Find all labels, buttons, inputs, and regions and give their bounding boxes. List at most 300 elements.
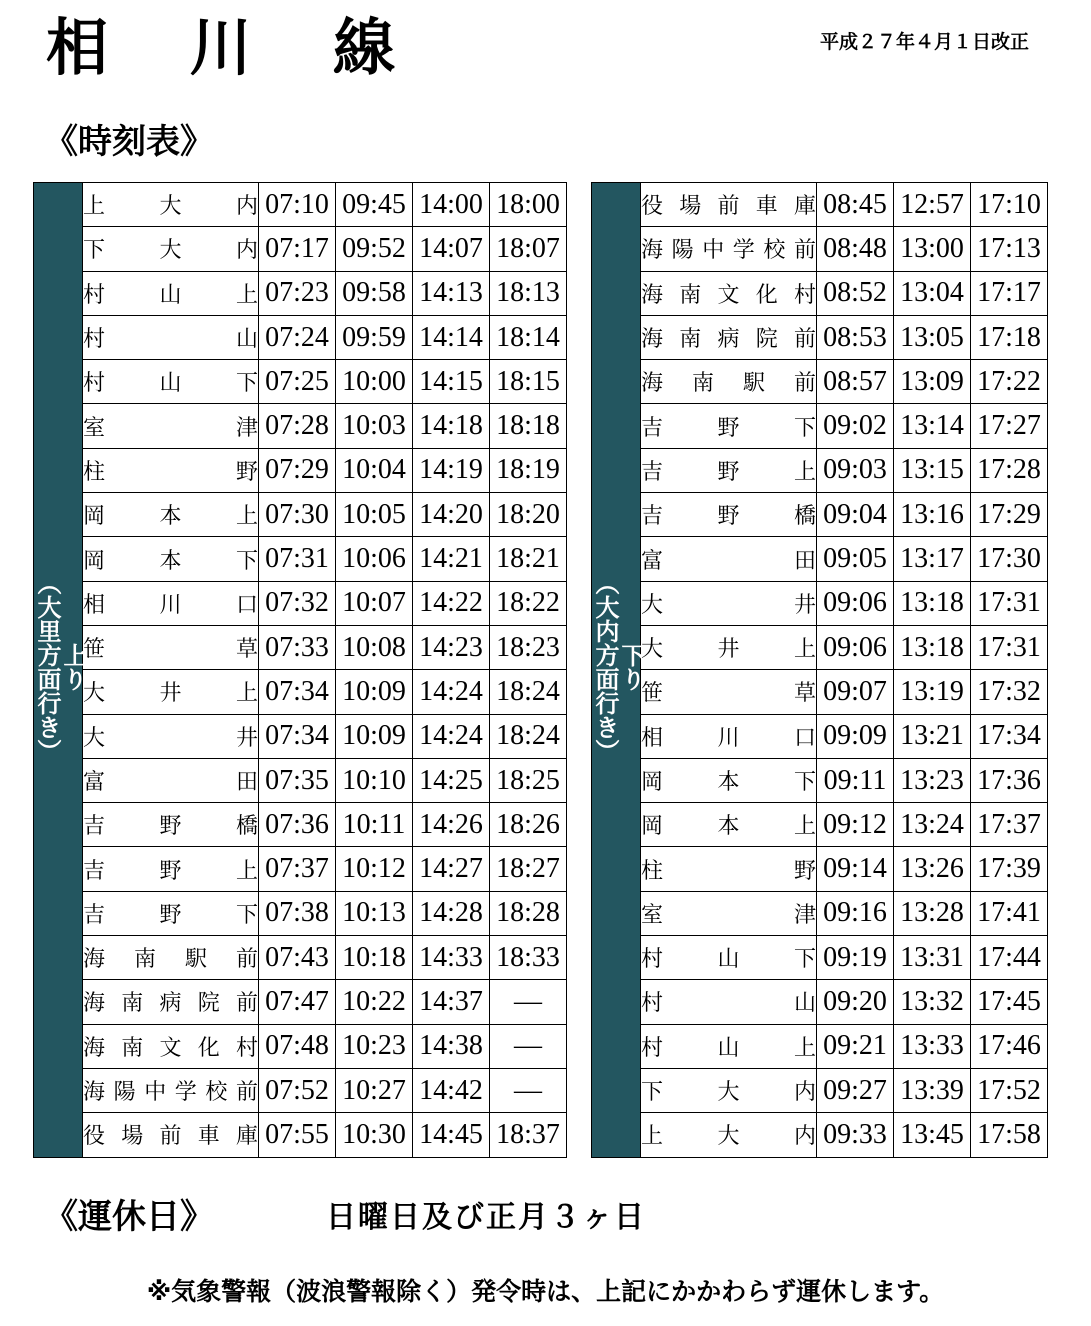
departure-time: 14:42 bbox=[413, 1068, 490, 1112]
station-cell bbox=[641, 581, 817, 625]
departure-time: 14:45 bbox=[413, 1113, 490, 1157]
departure-time: 13:18 bbox=[894, 581, 971, 625]
station-cell bbox=[83, 1113, 259, 1157]
departure-time: 09:05 bbox=[817, 537, 894, 581]
departure-time: 14:25 bbox=[413, 758, 490, 802]
station-name: 吉 野 上 bbox=[83, 858, 258, 884]
departure-time: 13:24 bbox=[894, 803, 971, 847]
departure-time: 13:39 bbox=[894, 1068, 971, 1112]
direction-destination: （大内方面行き） bbox=[591, 570, 619, 763]
departure-time: 07:33 bbox=[259, 625, 336, 669]
station-cell bbox=[641, 714, 817, 758]
departure-time: 09:06 bbox=[817, 581, 894, 625]
departure-time: 13:05 bbox=[894, 315, 971, 359]
departure-time: 18:33 bbox=[490, 936, 567, 980]
departure-time: 14:24 bbox=[413, 714, 490, 758]
station-cell bbox=[641, 404, 817, 448]
departure-time: 12:57 bbox=[894, 183, 971, 227]
departure-time: 18:37 bbox=[490, 1113, 567, 1157]
departure-time: 14:00 bbox=[413, 183, 490, 227]
direction-label bbox=[33, 183, 87, 1158]
departure-time: 18:24 bbox=[490, 714, 567, 758]
departure-time: 08:45 bbox=[817, 183, 894, 227]
station-name: 富 田 bbox=[641, 548, 816, 574]
station-name: 柱 野 bbox=[83, 459, 258, 485]
departure-time: 09:59 bbox=[336, 315, 413, 359]
departure-time: 17:27 bbox=[971, 404, 1048, 448]
departure-time: 14:21 bbox=[413, 537, 490, 581]
station-cell bbox=[641, 1024, 817, 1068]
station-cell bbox=[83, 404, 259, 448]
departure-time: 10:10 bbox=[336, 758, 413, 802]
departure-time: 07:43 bbox=[259, 936, 336, 980]
station-name: 岡 本 下 bbox=[641, 770, 816, 795]
departure-time: 18:26 bbox=[490, 803, 567, 847]
departure-time: 09:45 bbox=[336, 183, 413, 227]
departure-time: 10:09 bbox=[336, 714, 413, 758]
departure-time: 14:33 bbox=[413, 936, 490, 980]
departure-time: 10:22 bbox=[336, 980, 413, 1024]
station-name: 村 山 上 bbox=[641, 1035, 816, 1061]
departure-time: 09:58 bbox=[336, 271, 413, 315]
station-cell bbox=[83, 714, 259, 758]
departure-time: 10:12 bbox=[336, 847, 413, 891]
table-row bbox=[592, 404, 1048, 448]
departure-time: 10:04 bbox=[336, 448, 413, 492]
timetable-down bbox=[591, 182, 1048, 1158]
station-cell bbox=[641, 847, 817, 891]
departure-time: 17:52 bbox=[971, 1068, 1048, 1112]
direction-label bbox=[591, 183, 645, 1158]
departure-time: 09:04 bbox=[817, 493, 894, 537]
departure-time: 09:16 bbox=[817, 891, 894, 935]
station-name: 上 大 内 bbox=[641, 1124, 816, 1150]
table-row bbox=[34, 360, 567, 404]
table-row bbox=[592, 625, 1048, 669]
table-row bbox=[34, 714, 567, 758]
departure-time: 08:57 bbox=[817, 360, 894, 404]
timetable-heading: 《時刻表》 bbox=[44, 122, 214, 162]
departure-time: 07:52 bbox=[259, 1068, 336, 1112]
departure-time: 13:14 bbox=[894, 404, 971, 448]
departure-time: 14:37 bbox=[413, 980, 490, 1024]
table-row bbox=[34, 625, 567, 669]
departure-time: 17:39 bbox=[971, 847, 1048, 891]
departure-time: 14:19 bbox=[413, 448, 490, 492]
station-cell bbox=[641, 315, 817, 359]
station-cell bbox=[83, 493, 259, 537]
departure-time: 18:00 bbox=[490, 183, 567, 227]
departure-time: 18:22 bbox=[490, 581, 567, 625]
table-row bbox=[34, 936, 567, 980]
departure-time: 09:07 bbox=[817, 670, 894, 714]
departure-time: 17:44 bbox=[971, 936, 1048, 980]
departure-time: 13:28 bbox=[894, 891, 971, 935]
departure-time: 09:27 bbox=[817, 1068, 894, 1112]
departure-time: 07:55 bbox=[259, 1113, 336, 1157]
departure-time: 17:37 bbox=[971, 803, 1048, 847]
station-cell bbox=[641, 891, 817, 935]
table-row bbox=[592, 271, 1048, 315]
station-cell bbox=[641, 980, 817, 1024]
departure-time: 18:15 bbox=[490, 360, 567, 404]
departure-time: 18:25 bbox=[490, 758, 567, 802]
departure-time: 10:11 bbox=[336, 803, 413, 847]
table-row bbox=[592, 315, 1048, 359]
departure-time: 10:13 bbox=[336, 891, 413, 935]
station-cell bbox=[641, 448, 817, 492]
departure-time: 14:27 bbox=[413, 847, 490, 891]
departure-time: 17:31 bbox=[971, 581, 1048, 625]
station-name: 海 南 駅 前 bbox=[641, 371, 816, 397]
table-row bbox=[34, 891, 567, 935]
station-cell bbox=[641, 758, 817, 802]
departure-time: 07:29 bbox=[259, 448, 336, 492]
departure-time: 09:03 bbox=[817, 448, 894, 492]
departure-time: 10:27 bbox=[336, 1068, 413, 1112]
departure-time: 09:06 bbox=[817, 625, 894, 669]
departure-time: 14:15 bbox=[413, 360, 490, 404]
station-cell bbox=[83, 315, 259, 359]
departure-time: 18:18 bbox=[490, 404, 567, 448]
station-name: 笹 草 bbox=[641, 681, 816, 707]
station-cell bbox=[641, 936, 817, 980]
station-cell bbox=[641, 183, 817, 227]
station-cell bbox=[83, 448, 259, 492]
departure-time: — bbox=[490, 980, 567, 1024]
table-row bbox=[592, 581, 1048, 625]
holiday-heading: 《運休日》 bbox=[44, 1197, 214, 1237]
station-name: 岡 本 上 bbox=[641, 814, 816, 840]
departure-time: 13:45 bbox=[894, 1113, 971, 1157]
station-name: 海 南 病 院 前 bbox=[83, 991, 258, 1017]
departure-time: 10:03 bbox=[336, 404, 413, 448]
departure-time: 10:05 bbox=[336, 493, 413, 537]
station-name: 海 陽 中 学 校 前 bbox=[641, 238, 816, 264]
station-cell bbox=[641, 1113, 817, 1157]
departure-time: 13:31 bbox=[894, 936, 971, 980]
station-cell bbox=[83, 360, 259, 404]
table-row bbox=[592, 803, 1048, 847]
departure-time: 10:08 bbox=[336, 625, 413, 669]
station-name: 岡 本 上 bbox=[83, 504, 258, 530]
table-row bbox=[592, 1113, 1048, 1157]
station-name: 村 山 bbox=[83, 327, 258, 353]
table-row bbox=[592, 448, 1048, 492]
departure-time: 13:18 bbox=[894, 625, 971, 669]
table-row bbox=[34, 537, 567, 581]
departure-time: 09:02 bbox=[817, 404, 894, 448]
direction-name: 下り bbox=[617, 642, 645, 691]
station-cell bbox=[83, 271, 259, 315]
departure-time: 18:23 bbox=[490, 625, 567, 669]
station-name: 吉 野 橋 bbox=[641, 504, 816, 530]
departure-time: 13:15 bbox=[894, 448, 971, 492]
departure-time: 17:30 bbox=[971, 537, 1048, 581]
timetable-up bbox=[33, 182, 567, 1158]
departure-time: 09:19 bbox=[817, 936, 894, 980]
station-name: 海 陽 中 学 校 前 bbox=[83, 1080, 258, 1106]
table-row bbox=[34, 847, 567, 891]
station-cell bbox=[641, 227, 817, 271]
station-name: 上 大 内 bbox=[83, 194, 258, 220]
departure-time: 14:26 bbox=[413, 803, 490, 847]
departure-time: 14:22 bbox=[413, 581, 490, 625]
station-name: 海 南 駅 前 bbox=[83, 947, 258, 973]
station-name: 大 井 上 bbox=[641, 637, 816, 663]
station-cell bbox=[83, 537, 259, 581]
departure-time: 07:28 bbox=[259, 404, 336, 448]
table-row bbox=[592, 183, 1048, 227]
station-cell bbox=[83, 581, 259, 625]
departure-time: 10:18 bbox=[336, 936, 413, 980]
departure-time: 07:48 bbox=[259, 1024, 336, 1068]
station-cell bbox=[83, 758, 259, 802]
departure-time: 14:18 bbox=[413, 404, 490, 448]
station-name: 村 山 下 bbox=[83, 371, 258, 397]
departure-time: 10:30 bbox=[336, 1113, 413, 1157]
departure-time: 09:33 bbox=[817, 1113, 894, 1157]
table-row bbox=[34, 315, 567, 359]
departure-time: 07:23 bbox=[259, 271, 336, 315]
table-row bbox=[592, 1024, 1048, 1068]
departure-time: 09:14 bbox=[817, 847, 894, 891]
departure-time: 17:41 bbox=[971, 891, 1048, 935]
departure-time: 18:21 bbox=[490, 537, 567, 581]
departure-time: 07:35 bbox=[259, 758, 336, 802]
departure-time: 17:45 bbox=[971, 980, 1048, 1024]
departure-time: 13:17 bbox=[894, 537, 971, 581]
station-cell bbox=[83, 227, 259, 271]
departure-time: 14:38 bbox=[413, 1024, 490, 1068]
departure-time: 09:11 bbox=[817, 758, 894, 802]
table-row bbox=[34, 227, 567, 271]
departure-time: 17:28 bbox=[971, 448, 1048, 492]
table-row bbox=[34, 183, 567, 227]
page-title: 相 川 線 bbox=[46, 11, 426, 84]
departure-time: 13:09 bbox=[894, 360, 971, 404]
station-cell bbox=[641, 670, 817, 714]
departure-time: 14:13 bbox=[413, 271, 490, 315]
station-name: 笹 草 bbox=[83, 637, 258, 663]
departure-time: 07:10 bbox=[259, 183, 336, 227]
station-cell bbox=[83, 891, 259, 935]
departure-time: 13:32 bbox=[894, 980, 971, 1024]
station-name: 村 山 下 bbox=[641, 947, 816, 973]
departure-time: 18:28 bbox=[490, 891, 567, 935]
departure-time: 13:04 bbox=[894, 271, 971, 315]
departure-time: 13:23 bbox=[894, 758, 971, 802]
departure-time: 07:24 bbox=[259, 315, 336, 359]
station-name: 富 田 bbox=[83, 770, 258, 795]
departure-time: 18:27 bbox=[490, 847, 567, 891]
departure-time: 09:12 bbox=[817, 803, 894, 847]
table-row bbox=[592, 980, 1048, 1024]
departure-time: 10:06 bbox=[336, 537, 413, 581]
departure-time: 07:37 bbox=[259, 847, 336, 891]
station-cell bbox=[83, 980, 259, 1024]
departure-time: 17:29 bbox=[971, 493, 1048, 537]
departure-time: 13:00 bbox=[894, 227, 971, 271]
station-name: 大 井 上 bbox=[83, 681, 258, 707]
table-row bbox=[34, 1113, 567, 1157]
station-cell bbox=[83, 1068, 259, 1112]
table-row bbox=[34, 1024, 567, 1068]
table-row bbox=[34, 493, 567, 537]
station-name: 村 山 bbox=[641, 991, 816, 1017]
departure-time: 09:52 bbox=[336, 227, 413, 271]
table-row bbox=[34, 271, 567, 315]
table-row bbox=[592, 1068, 1048, 1112]
table-row bbox=[592, 847, 1048, 891]
table-row bbox=[592, 537, 1048, 581]
station-cell bbox=[641, 493, 817, 537]
departure-time: 18:19 bbox=[490, 448, 567, 492]
station-cell bbox=[641, 537, 817, 581]
departure-time: 09:20 bbox=[817, 980, 894, 1024]
departure-time: 17:18 bbox=[971, 315, 1048, 359]
departure-time: 09:21 bbox=[817, 1024, 894, 1068]
departure-time: 17:13 bbox=[971, 227, 1048, 271]
station-name: 吉 野 橋 bbox=[83, 814, 258, 840]
station-name: 岡 本 下 bbox=[83, 548, 258, 574]
station-cell bbox=[83, 803, 259, 847]
table-row bbox=[34, 670, 567, 714]
departure-time: 07:17 bbox=[259, 227, 336, 271]
station-cell bbox=[641, 803, 817, 847]
table-row bbox=[34, 758, 567, 802]
table-row bbox=[34, 1068, 567, 1112]
station-name: 吉 野 下 bbox=[641, 415, 816, 441]
station-cell bbox=[83, 625, 259, 669]
station-name: 柱 野 bbox=[641, 858, 816, 884]
departure-time: 13:33 bbox=[894, 1024, 971, 1068]
table-row bbox=[592, 227, 1048, 271]
departure-time: 07:30 bbox=[259, 493, 336, 537]
departure-time: 18:24 bbox=[490, 670, 567, 714]
departure-time: 13:26 bbox=[894, 847, 971, 891]
departure-time: 17:31 bbox=[971, 625, 1048, 669]
table-row bbox=[592, 670, 1048, 714]
revision-date: 平成２７年４月１日改正 bbox=[819, 31, 1029, 53]
station-name: 海 南 文 化 村 bbox=[641, 282, 816, 308]
table-row bbox=[592, 360, 1048, 404]
departure-time: 17:46 bbox=[971, 1024, 1048, 1068]
station-name: 大 井 bbox=[83, 725, 258, 751]
station-name: 室 津 bbox=[83, 415, 258, 441]
departure-time: 07:34 bbox=[259, 714, 336, 758]
table-row bbox=[592, 891, 1048, 935]
departure-time: — bbox=[490, 1068, 567, 1112]
departure-time: 10:07 bbox=[336, 581, 413, 625]
departure-time: 17:32 bbox=[971, 670, 1048, 714]
departure-time: 17:17 bbox=[971, 271, 1048, 315]
departure-time: 18:20 bbox=[490, 493, 567, 537]
station-cell bbox=[83, 670, 259, 714]
departure-time: 17:22 bbox=[971, 360, 1048, 404]
station-name: 役 場 前 車 庫 bbox=[83, 1124, 258, 1150]
departure-time: 07:32 bbox=[259, 581, 336, 625]
departure-time: 13:16 bbox=[894, 493, 971, 537]
departure-time: 07:25 bbox=[259, 360, 336, 404]
departure-time: 17:58 bbox=[971, 1113, 1048, 1157]
departure-time: 14:23 bbox=[413, 625, 490, 669]
station-cell bbox=[641, 271, 817, 315]
direction-destination: （大里方面行き） bbox=[33, 570, 61, 763]
station-name: 下 大 内 bbox=[641, 1080, 816, 1106]
departure-time: 17:36 bbox=[971, 758, 1048, 802]
departure-time: 07:38 bbox=[259, 891, 336, 935]
departure-time: 18:07 bbox=[490, 227, 567, 271]
station-name: 吉 野 上 bbox=[641, 459, 816, 485]
departure-time: 10:23 bbox=[336, 1024, 413, 1068]
departure-time: 18:13 bbox=[490, 271, 567, 315]
station-name: 村 山 上 bbox=[83, 282, 258, 308]
station-cell bbox=[641, 360, 817, 404]
departure-time: 14:28 bbox=[413, 891, 490, 935]
departure-time: 13:19 bbox=[894, 670, 971, 714]
departure-time: 10:00 bbox=[336, 360, 413, 404]
table-row bbox=[592, 493, 1048, 537]
departure-time: 08:52 bbox=[817, 271, 894, 315]
station-name: 相 川 口 bbox=[641, 725, 816, 751]
station-name: 役 場 前 車 庫 bbox=[641, 194, 816, 220]
departure-time: 07:47 bbox=[259, 980, 336, 1024]
station-name: 相 川 口 bbox=[83, 592, 258, 618]
departure-time: 18:14 bbox=[490, 315, 567, 359]
station-cell bbox=[83, 847, 259, 891]
station-name: 室 津 bbox=[641, 902, 816, 928]
station-name: 海 南 文 化 村 bbox=[83, 1035, 258, 1061]
departure-time: 14:07 bbox=[413, 227, 490, 271]
departure-time: — bbox=[490, 1024, 567, 1068]
station-name: 海 南 病 院 前 bbox=[641, 327, 816, 353]
direction-name: 上り bbox=[59, 642, 87, 691]
departure-time: 07:36 bbox=[259, 803, 336, 847]
departure-time: 08:48 bbox=[817, 227, 894, 271]
departure-time: 09:09 bbox=[817, 714, 894, 758]
station-cell bbox=[641, 625, 817, 669]
departure-time: 17:34 bbox=[971, 714, 1048, 758]
station-cell bbox=[83, 936, 259, 980]
table-row bbox=[592, 758, 1048, 802]
weather-note: ※気象警報（波浪警報除く）発令時は、上記にかかわらず運休します。 bbox=[146, 1277, 945, 1306]
table-row bbox=[34, 448, 567, 492]
table-row bbox=[592, 714, 1048, 758]
table-row bbox=[34, 980, 567, 1024]
table-row bbox=[34, 803, 567, 847]
departure-time: 17:10 bbox=[971, 183, 1048, 227]
station-cell bbox=[641, 1068, 817, 1112]
departure-time: 10:09 bbox=[336, 670, 413, 714]
departure-time: 07:31 bbox=[259, 537, 336, 581]
table-row bbox=[592, 936, 1048, 980]
table-row bbox=[34, 404, 567, 448]
departure-time: 14:14 bbox=[413, 315, 490, 359]
departure-time: 14:20 bbox=[413, 493, 490, 537]
departure-time: 13:21 bbox=[894, 714, 971, 758]
station-cell bbox=[83, 1024, 259, 1068]
station-name: 大 井 bbox=[641, 592, 816, 618]
table-row bbox=[34, 581, 567, 625]
holiday-text: 日曜日及び正月３ヶ日 bbox=[326, 1200, 646, 1235]
station-cell bbox=[83, 183, 259, 227]
station-name: 吉 野 下 bbox=[83, 902, 258, 928]
departure-time: 07:34 bbox=[259, 670, 336, 714]
departure-time: 14:24 bbox=[413, 670, 490, 714]
station-name: 下 大 内 bbox=[83, 238, 258, 264]
departure-time: 08:53 bbox=[817, 315, 894, 359]
